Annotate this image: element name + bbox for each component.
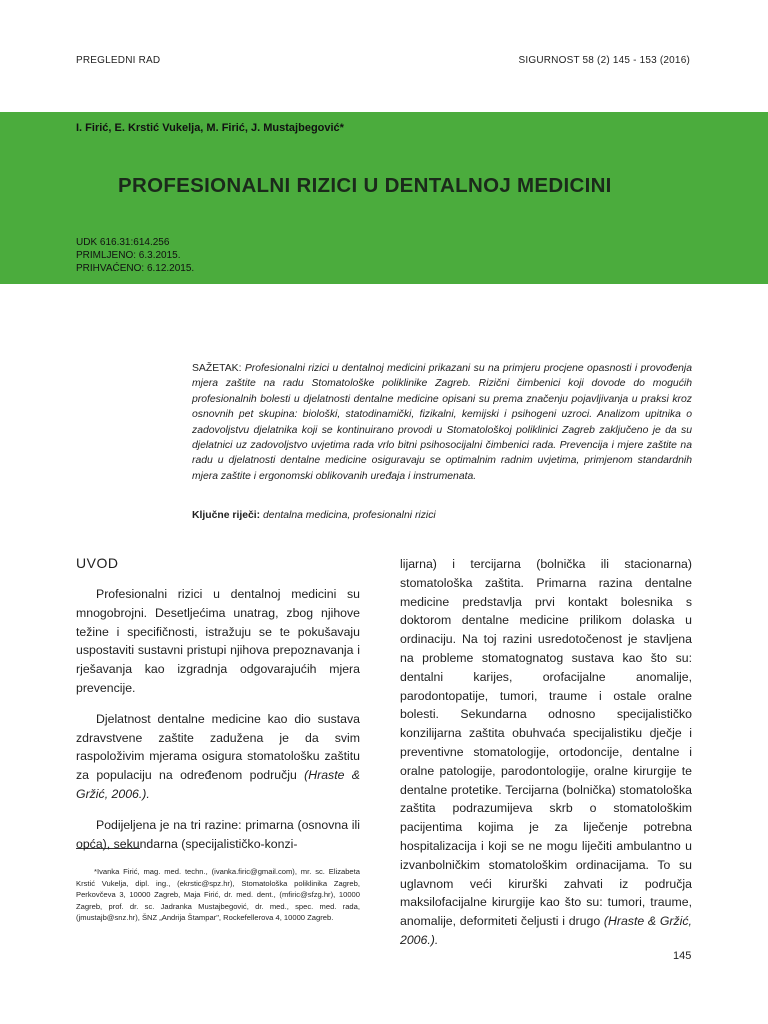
paragraph-1: Profesionalni rizici u dentalnoj medicini su mnogobrojni. Desetljećima unatrag, zbog njihove težine i specifičnosti, istražuju se te pokušavaju uspostaviti sustavni pristupi njihova prepoznavanja i rješavanja kao izgradnja odgovarajućih mjera prevencije. [76,587,360,695]
paragraph-4 [400,555,692,950]
right-column [400,555,692,962]
accepted-date: PRIHVAĆENO: 6.12.2015. [76,263,195,274]
paragraph-2-text: Djelatnost dentalne medicine kao dio sustava zdravstvene zaštite zadužena je da svim raspoloživim mjerama osigura stomatološku zaštitu za populaciju na određenom području [76,711,360,783]
abstract-label: SAŽETAK: [192,363,242,374]
keywords [192,510,436,521]
paragraph-2 [76,710,360,804]
article-meta [76,236,194,275]
paragraph-3: Podijeljena je na tri razine: primarna (osnovna ili opća), sekundarna (specijalističko-konzi- [76,817,360,851]
left-column [76,555,360,865]
keywords-text: dentalna medicina, profesionalni rizici [263,510,436,521]
authors: I. Firić, E. Krstić Vukelja, M. Firić, J. Mustajbegović* [76,122,344,134]
page-number: 145 [673,950,692,962]
footnote-divider [76,848,140,849]
abstract [192,361,692,484]
abstract-text: Profesionalni rizici u dentalnoj medicini prikazani su na primjeru procjene opasnosti i provođenja mjera zaštite na radu Stomatološke poliklinike Zagreb. Rizični čimbenici koji dovode do mogućih profesionalnih bolesti u djelatnosti dentalne medicine opisani su prema značenju pojavljivanja u praksi kroz osnovnih pet skupina: biološki, statodinamički, fizikalni, kemijski i psihogeni uzroci. Analizom upitnika o zadovoljstvu djelatnika koji se kontinuirano provodi u Stomatološkoj poliklinici Zagreb zaključeno je da su djelatnici uz zadovoljstvo uvjetima rada vrlo bitni psihosocijalni čimbenici rada. Prevencija i mjere zaštite na radu u djelatnosti dentalne medicine osiguravaju se optimalnim radnim uvjetima, primjenom standardnih mjera zaštite i ergonomski oblikovanih uređaja i instrumenata. [192,363,693,482]
keywords-label: Ključne riječi: [192,510,261,521]
article-title: PROFESIONALNI RIZICI U DENTALNOJ MEDICINI [118,174,612,197]
udk: UDK 616.31:614.256 [76,237,170,248]
footnote: *Ivanka Firić, mag. med. techn., (ivanka.firic@gmail.com), mr. sc. Elizabeta Krstić Vukelja, dipl. ing., (ekrstic@spz.hr), Stomatološka poliklinika Zagreb, Perkovčeva 3, 10000 Zagreb, Maja Firić, dr. med. dent., (mfiric@sfzg.hr), 10000 Zagreb, prof. dr. sc. Jadranka Mustajbegović, dr. med., spec. med. rada, (jmustajb@snz.hr), ŠNZ „Andrija Štampar", Rockefellerova 4, 10000 Zagreb. [76,867,360,923]
running-head-journal: SIGURNOST 58 (2) 145 - 153 (2016) [518,55,690,66]
running-head-section: PREGLEDNI RAD [76,55,161,66]
title-band [0,112,768,284]
section-heading: UVOD [76,555,119,571]
citation: (Hraste & Gržić, 2006.). [400,914,692,947]
citation: (Hraste & Gržić, 2006.). [76,768,360,801]
paragraph-4-text: lijarna) i tercijarna (bolnička ili stacionarna) stomatološka zaštita. Primarna razina dentalne medicine predstavlja prvi kontakt bolesnika s doktorom dentalne medicine prilikom dolaska u ordinaciju. Na toj razini usredotočenost je stavljena na probleme stomatognatog sustava kao što su: dentalni karijes, orofacijalne anomalije, parodontopatije, tumori, traume i ostale oralne bolesti. Sekundarna odnosno specijalističko konzilijarna zaštita obuhvaća specijalistiku dječje i preventivne stomatologije, ortodoncije, dentalne i oralne patologije, parodontologije, oralne kirurgije te dentalne protetike. Tercijarna (bolnička) stomatološka zaštita podrazumijeva skrb o stomatološkim pacijentima kojima je za liječenje potrebna hospitalizacija i koji se ne mogu liječiti ambulantno u izvanbolničkim stomatološkim ordinacijama. To su uglavnom veći kirurški zahvati iz područja maksilofacijalne kirurgije kao što su: tumori, traume, anomalije, deformiteti čeljusti i drugo [400,557,692,929]
received-date: PRIMLJENO: 6.3.2015. [76,250,181,261]
